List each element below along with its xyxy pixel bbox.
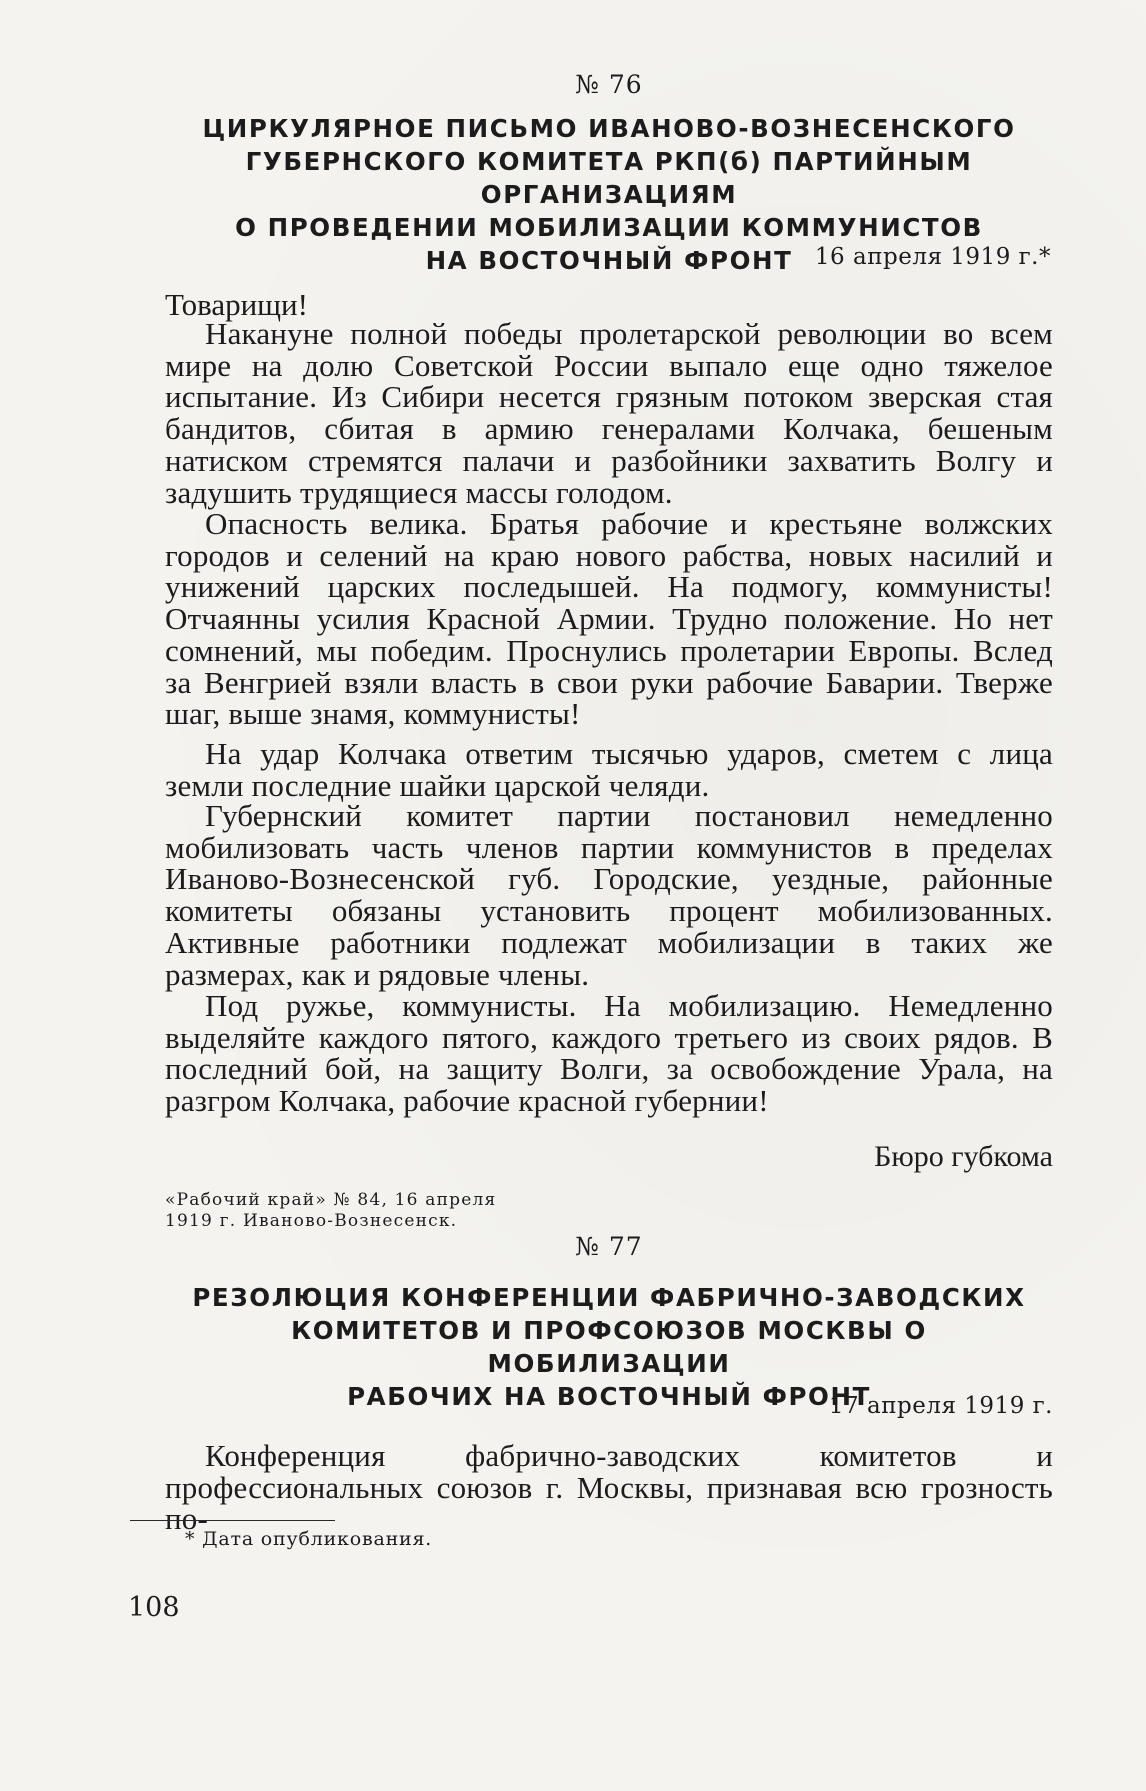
document-number: № 76 — [575, 70, 643, 99]
source-line: «Рабочий край» № 84, 16 апреля — [165, 1190, 497, 1210]
paragraph: На удар Колчака ответим тысячью ударов, сметем с лица земли последние шайки царской челяди. — [165, 736, 1053, 803]
document-date: 17 апреля 1919 г. — [828, 1393, 1053, 1419]
heading-line: КОМИТЕТОВ И ПРОФСОЮЗОВ МОСКВЫ О МОБИЛИЗАЦИИ — [291, 1316, 927, 1378]
footnote: * Дата опубликования. — [185, 1528, 433, 1550]
heading-line: ЦИРКУЛЯРНОЕ ПИСЬМО ИВАНОВО-ВОЗНЕСЕНСКОГО — [202, 114, 1016, 143]
paragraph: Конференция фабрично-заводских комитетов и профессиональных союзов г. Москвы, признавая всю грозность по- — [165, 1438, 1053, 1537]
source-citation — [165, 1190, 565, 1232]
heading-line: РАБОЧИХ НА ВОСТОЧНЫЙ ФРОНТ — [347, 1382, 871, 1411]
paragraph: Опасность велика. Братья рабочие и крестьяне волжских городов и селений на краю нового рабства, новых насилий и унижений царских последышей. На подмогу, коммунисты! Отчаянны усилия Красной Армии. Трудно положение. Но нет сомнений, мы победим. Проснулись пролетарии Европы. Вслед за Венгрией взяли власть в свои руки рабочие Баварии. Тверже шаг, выше знамя, коммунисты! — [165, 506, 1053, 732]
signature: Бюро губкома — [874, 1140, 1053, 1173]
paragraph: Под ружье, коммунисты. На мобилизацию. Немедленно выделяйте каждого пятого, каждого третьего из своих рядов. В последний бой, на защиту Волги, за освобождение Урала, на разгром Колчака, рабочие красной губернии! — [165, 988, 1053, 1119]
heading-line: ГУБЕРНСКОГО КОМИТЕТА РКП(б) ПАРТИЙНЫМ ОРГАНИЗАЦИЯМ — [245, 147, 973, 209]
source-line: 1919 г. Иваново-Вознесенск. — [165, 1211, 458, 1231]
heading-line: РЕЗОЛЮЦИЯ КОНФЕРЕНЦИИ ФАБРИЧНО-ЗАВОДСКИХ — [192, 1283, 1026, 1312]
greeting: Товарищи! — [165, 287, 308, 322]
paragraph: Губернский комитет партии постановил немедленно мобилизовать часть членов партии коммунистов в пределах Иваново-Вознесенской губ. Городские, уездные, районные комитеты обязаны установить процент мобилизованных. Активные работники подлежат мобилизации в таких же размерах, как и рядовые члены. — [165, 798, 1053, 992]
page-number: 108 — [128, 1592, 180, 1623]
heading-line: О ПРОВЕДЕНИИ МОБИЛИЗАЦИИ КОММУНИСТОВ — [235, 213, 983, 242]
footnote-divider — [130, 1520, 335, 1521]
document-date: 16 апреля 1919 г.* — [814, 244, 1051, 270]
paragraph: Накануне полной победы пролетарской революции во всем мире на долю Советской России выпало еще одно тяжелое испытание. Из Сибири несется грязным потоком зверская стая бандитов, сбитая в армию генералами Колчака, бешеным натиском стремятся палачи и разбойники захватить Волгу и задушить трудящиеся массы голодом. — [165, 316, 1053, 510]
heading-line: НА ВОСТОЧНЫЙ ФРОНТ — [425, 246, 793, 275]
document-number: № 77 — [575, 1232, 643, 1261]
